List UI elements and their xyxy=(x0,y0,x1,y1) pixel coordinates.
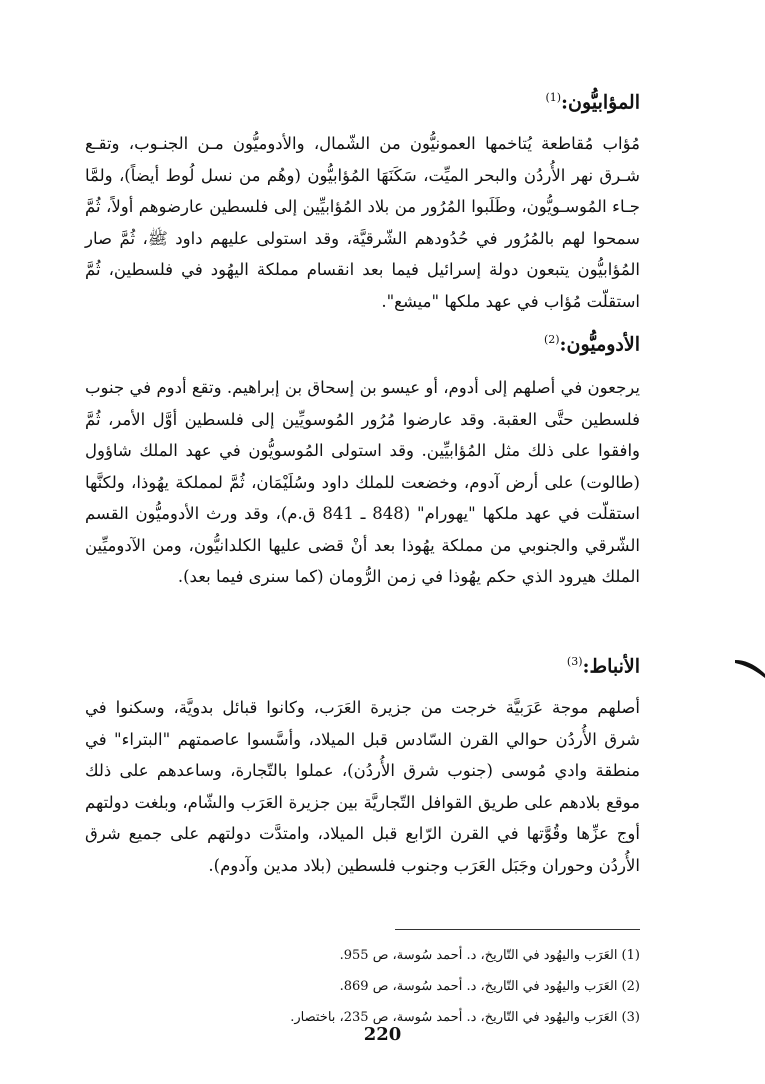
page-edge-mark-icon xyxy=(733,652,765,678)
heading-text: الأنباط: xyxy=(582,655,640,678)
heading-text: المؤابيُّون: xyxy=(561,91,640,114)
section-heading-edomites xyxy=(544,328,640,356)
paragraph-edomites: يرجعون في أصلهم إلى أدوم، أو عيسو بن إسحاق بن إبراهيم. وتقع أدوم في جنوب فلسطين حتَّى العقبة. وقد عارضوا مُرُور المُوسويِّين إلى فلسطين أوَّل الأمر، ثُمَّ وافقوا على ذلك مثل المُؤابيِّين. وقد استولى المُوسويُّون في عهد الملك شاؤول (طالوت) على أرض آدوم، وخضعت للملك داود وسُلَيْمَان، ثُمَّ لمملكة يهُوذا، ولكنَّها استقلّت في عهد ملكها "يهورام" (848 ـ 841 ق.م)، وقد ورث الأدوميُّون القسم الشّرقي والجنوبي من مملكة يهُوذا بعد أنْ قضى عليها الكلدانيُّون، ومن الآدوميِّين الملك هيرود الذي حكم يهُوذا في زمن الرُّومان (كما سنرى فيما بعد). xyxy=(85,378,640,586)
section-heading-moabites xyxy=(545,86,640,114)
section-heading-nabataeans xyxy=(567,650,640,678)
footnote-ref: (3) xyxy=(566,655,583,668)
paragraph-nabataeans: أصلهم موجة عَرَبيَّة خرجت من جزيرة العَرَب، وكانوا قبائل بدويَّة، وسكنوا في شرق الأُردُن حوالي القرن السّادس قبل الميلاد، وأسَّسوا عاصمتهم "البتراء" في منطقة وادي مُوسى (جنوب شرق الأُردُن)، عملوا بالتّجارة، وساعدهم على ذلك موقع بلادهم على طريق القوافل التّجاريَّة بين جزيرة العَرَب والشّام، وبلغت دولتهم أوج عزِّها وقُوَّتها في القرن الرّابع قبل الميلاد، وامتدَّت دولتهم على جميع شرق الأُردُن وحوران وجَبَل العَرَب وجنوب فلسطين (بلاد مدين وآدوم). xyxy=(85,698,640,875)
heading-text: الأدوميُّون: xyxy=(559,333,640,356)
footnote-ref: (1) xyxy=(545,91,562,104)
paragraph-moabites: مُؤاب مُقاطعة يُتاخمها العمونيُّون من الشّمال، والأدوميُّون مـن الجنـوب، وتقـع شـرق نهر الأُردُن والبحر الميِّت، سَكَنَهَا المُؤابيُّون (وهُم من نسل لُوط أيضاً)، ولمَّا جـاء المُوسـويُّون، وطَلَبوا المُرُور من بلاد المُؤابيِّين إلى فلسطين عارضوهم أولاً، ثُمَّ سمحوا لهم بالمُرُور في حُدُودهم الشّرقيَّة، وقد استولى عليهم داود ﷺ، ثُمَّ صار المُؤابيُّون يتبعون دولة إسرائيل فيما بعد انقسام مملكة اليهُود في فلسطين، ثُمَّ استقلّت مُؤاب في عهد ملكها "ميشع". xyxy=(85,134,640,311)
footnote-3: (3) العَرَب واليهُود في التّاريخ، د. أحمد سُوسة، ص 235، باختصار. xyxy=(290,1010,640,1025)
footnote-divider xyxy=(395,929,640,930)
footnote-2: (2) العَرَب واليهُود في التّاريخ، د. أحمد سُوسة، ص 869. xyxy=(339,979,640,994)
footnote-1: (1) العَرَب واليهُود في التّاريخ، د. أحمد سُوسة، ص 955. xyxy=(339,948,640,963)
footnote-ref: (2) xyxy=(543,333,560,346)
footnotes-list xyxy=(120,940,640,1033)
page-number: 220 xyxy=(363,1024,402,1045)
